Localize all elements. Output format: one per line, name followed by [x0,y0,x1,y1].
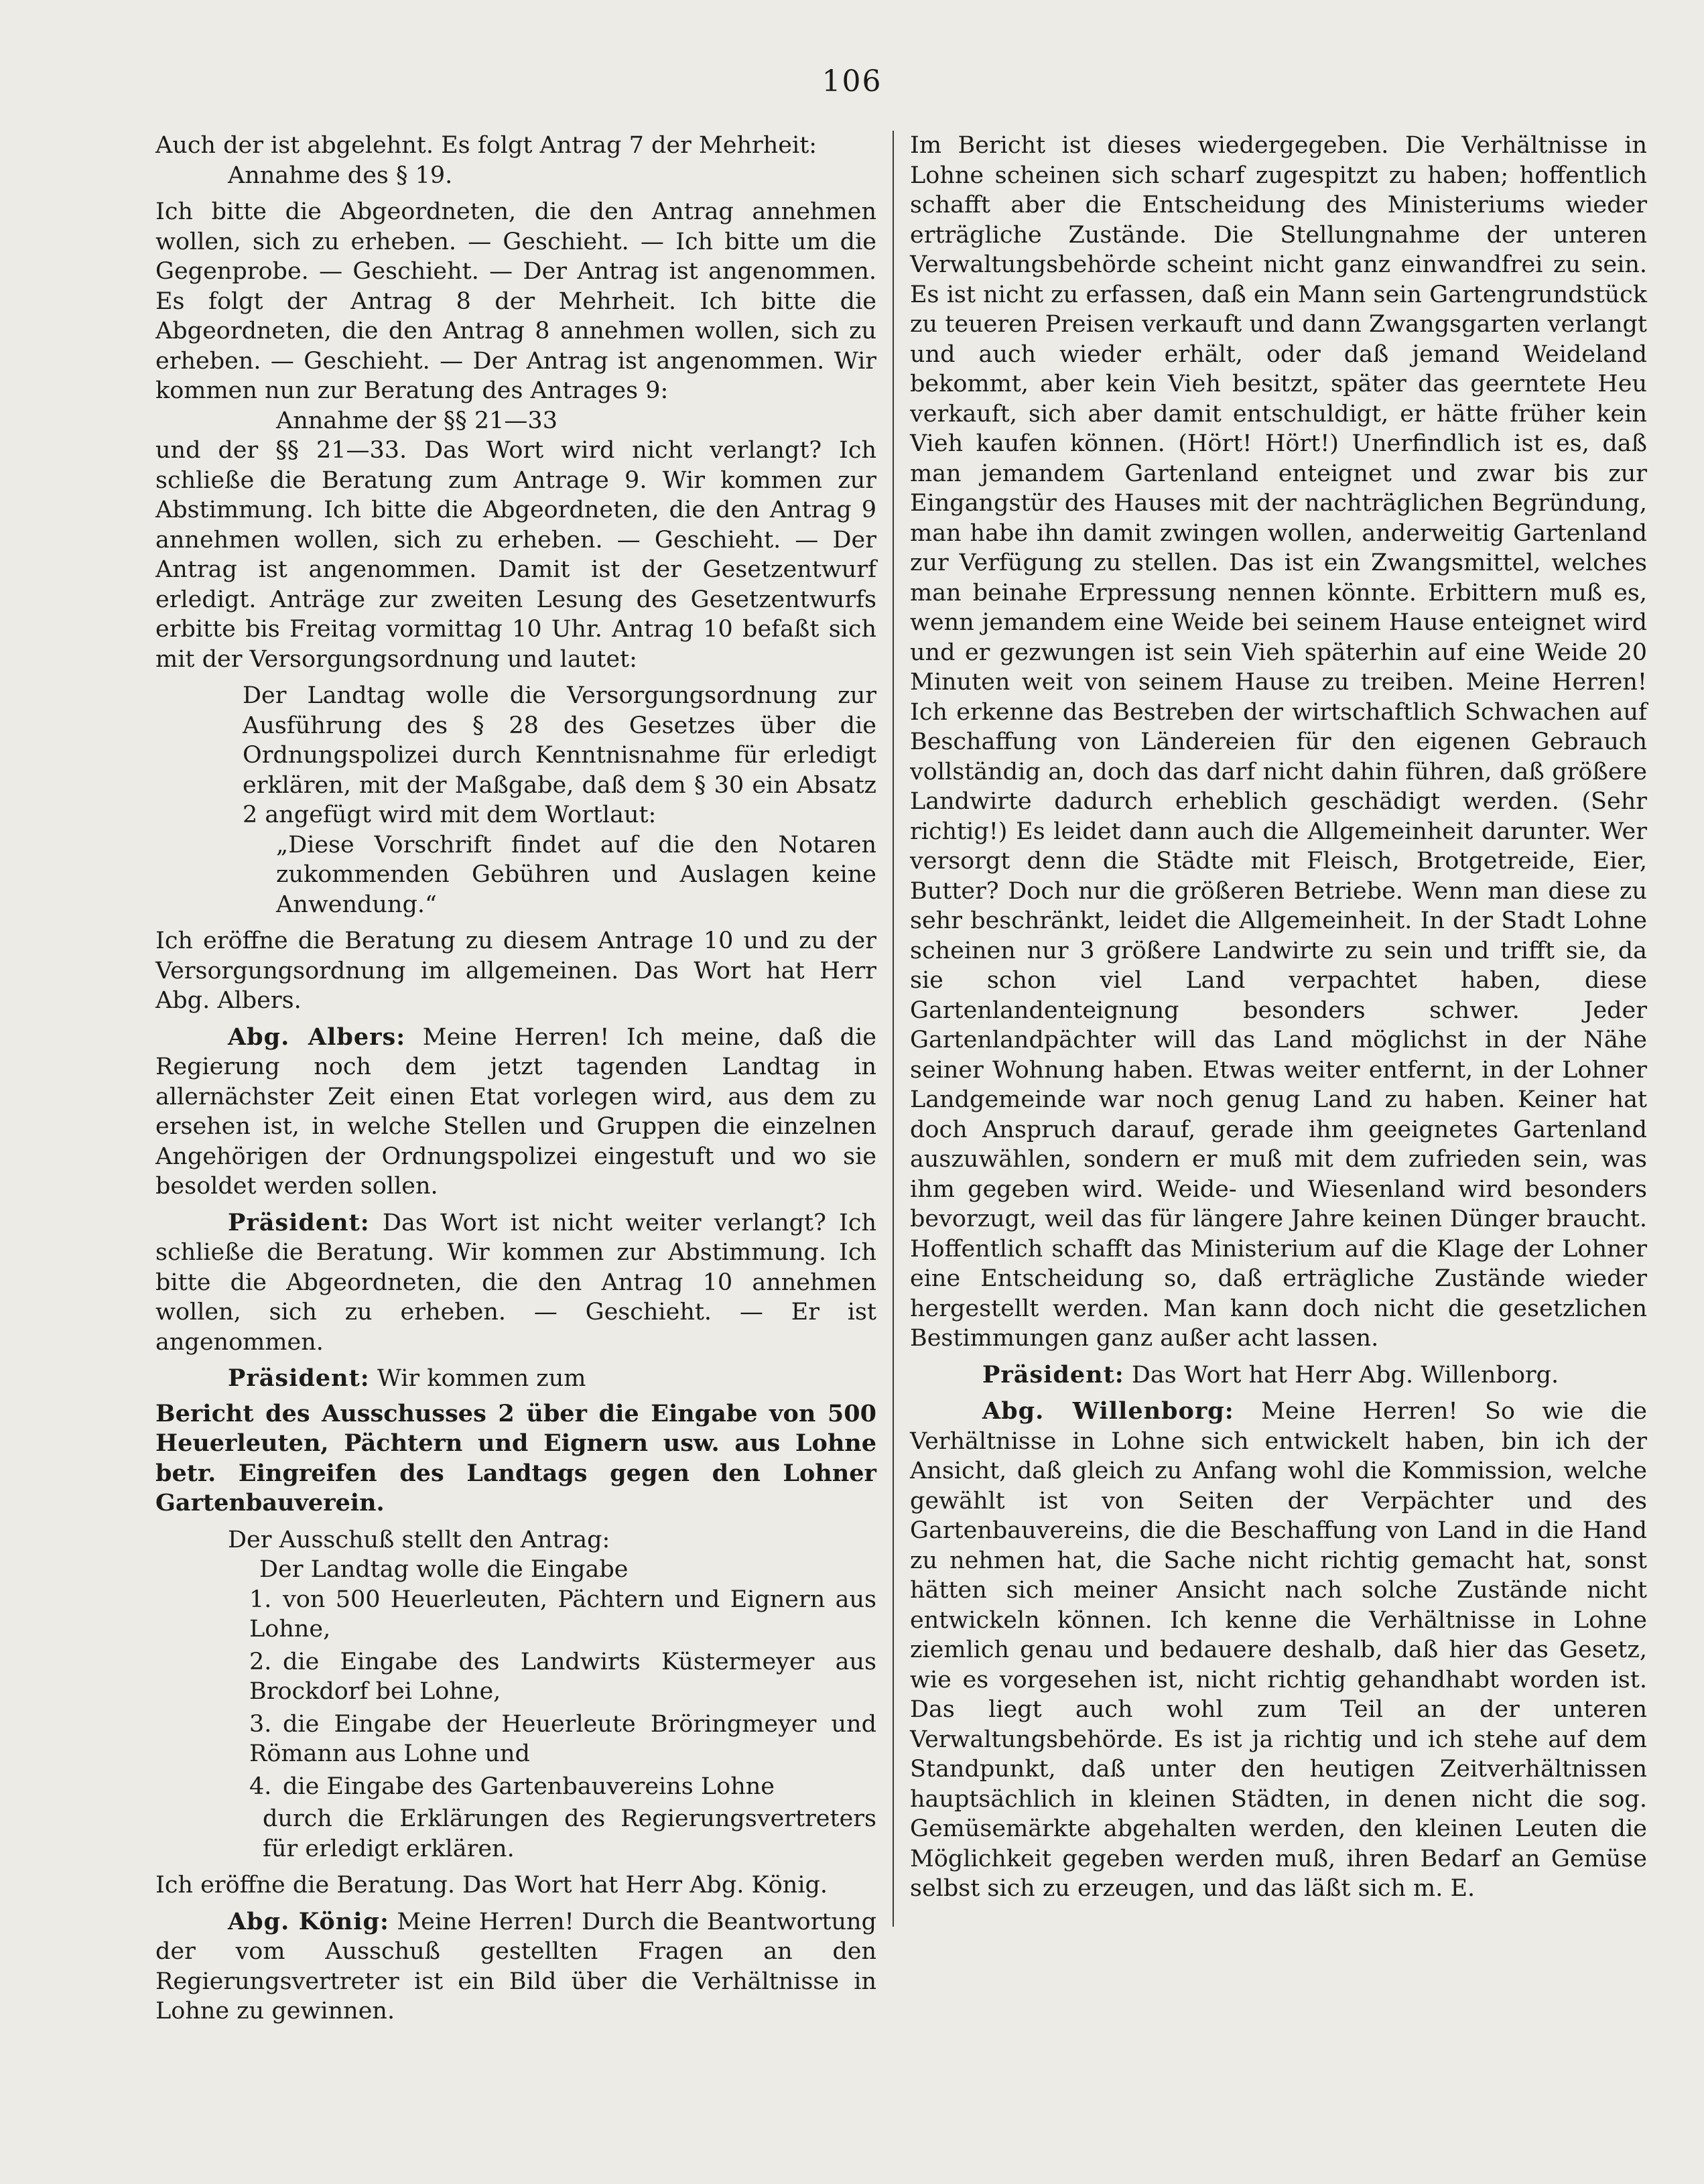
list-item: 1. von 500 Heuerleuten, Pächtern und Eignern aus Lohne, [249,1586,876,1643]
quoted-motion: Annahme der §§ 21—33 [276,407,558,434]
paragraph: Im Bericht ist dieses wiedergegeben. Die Verhältnisse in Lohne scheinen sich scharf zugespitzt zu haben; hoffentlich schafft aber die Entscheidung des Ministeriums wieder erträgliche Zustände. Die Stellungnahme der unteren Verwaltungsbehörde scheint nicht ganz einwandfrei zu sein. Es ist nicht zu erfassen, daß ein Mann sein Gartengrundstück zu teueren Preisen verkauft und dann Zwangsgarten verlangt und auch wieder erhält, oder daß jemand Weideland bekommt, aber kein Vieh besitzt, später das geerntete Heu verkauft, sich aber damit entschuldigt, er hätte früher kein Vieh kaufen können. (Hört! Hört!) Unerfindlich ist es, daß man jemandem Gartenland enteignet und zwar bis zur Eingangstür des Hauses mit der nachträglichen Begründung, man habe ihn damit zwingen wollen, anderweitig Gartenland zur Verfügung zu stellen. Das ist ein Zwangsmittel, welches man beinahe Erpressung nennen könnte. Erbittern muß es, wenn jemandem eine Weide bei seinem Hause enteignet wird und er gezwungen ist sein Vieh späterhin auf eine Weide 20 Minuten weit von seinem Hause zu treiben. Meine Herren! Ich erkenne das Bestreben der wirtschaftlich Schwachen auf Beschaffung von Ländereien für den eigenen Gebrauch vollständig an, doch das darf nicht dahin führen, daß größere Landwirte dadurch erheblich geschädigt werden. (Sehr richtig!) Es leidet dann auch die Allgemeinheit darunter. Wer versorgt denn die Städte mit Fleisch, Brotgetreide, Eier, Butter? Doch nur die größeren Betriebe. Wenn man diese zu sehr beschränkt, leidet die Allgemeinheit. In der Stadt Lohne scheinen nur 3 größere Landwirte zu sein und trifft sie, da sie schon viel Land verpachtet haben, diese Gartenlandenteignung besonders schwer. Jeder Gartenlandpächter will das Land möglichst in der Nähe seiner Wohnung haben. Etwas weiter entfernt, in der Lohner Landgemeinde war noch genug Land zu haben. Keiner hat doch Anspruch darauf, gerade ihm geeignetes Gartenland auszuwählen, sondern er muß mit dem zufrieden sein, was ihm gegeben wird. Weide- und Wiesenland wird besonders bevorzugt, weil das für längere Jahre keinen Dünger braucht. Hoffentlich schafft das Ministerium auf die Klage der Lohner eine Entscheidung so, daß erträgliche Zustände wieder hergestellt werden. Man kann doch nicht die gesetzlichen Bestimmungen ganz außer acht lassen. [910,132,1647,1352]
left-column [155,131,876,2033]
speaker-label: Präsident: [228,1208,370,1236]
motion-quote: „Diese Vorschrift findet auf die den Notaren zukommenden Gebühren und Auslagen keine Anwendung.“ [276,831,876,918]
column-divider [893,131,894,1927]
motion-text: Der Landtag wolle die Versorgungsordnung zur Ausführung des § 28 des Gesetzes über die Ordnungspolizei durch Kenntnisnahme für erledigt erklären, mit der Maßgabe, daß dem § 30 ein Absatz 2 angefügt wird mit dem Wortlaut: [243,682,876,828]
right-column [910,131,1647,1911]
speech-text: Meine Herren! So wie die Verhältnisse in Lohne sich entwickelt haben, bin ich der Ansicht, daß gleich zu Anfang wohl die Kommission, welche gewählt ist von Seiten der Verpächter und des Gartenbauvereins, die die Beschaffung von Land in die Hand zu nehmen hat, die Sache nicht richtig gemacht hat, sonst hätten sich meiner Ansicht nach solche Zustände nicht entwickeln können. Ich kenne die Verhältnisse in Lohne ziemlich genau und bedauere deshalb, daß hier das Gesetz, wie es vorgesehen ist, nicht richtig gehandhabt worden ist. Das liegt auch wohl zum Teil an der unteren Verwaltungsbehörde. Es ist ja richtig und ich stehe auf dem Standpunkt, daß unter den heutigen Zeitverhältnissen hauptsächlich in kleinen Städten, in denen nicht die sog. Gemüsemärkte abgehalten werden, den kleinen Leuten die Möglichkeit gegeben werden muß, ihren Bedarf an Gemüse selbst sich zu erzeugen, und das läßt sich m. E. [910,1398,1647,1902]
speech-text: Wir kommen zum [377,1365,586,1392]
page-number: 106 [822,64,882,99]
speech-praesident [155,1364,876,1394]
speaker-label: Präsident: [982,1360,1124,1389]
speech-text: Meine Herren! Durch die Beantwortung der vom Ausschuß gestellten Fragen an den Regierungsvertreter ist ein Bild über die Verhältnisse in Lohne zu gewinnen. [155,1908,876,2025]
speech-text: Meine Herren! Ich meine, daß die Regierung noch dem jetzt tagenden Landtag in allernächster Zeit einen Etat vorlegen wird, aus dem zu ersehen ist, in welche Stellen und Gruppen die einzelnen Angehörigen der Ordnungspolizei eingestuft und wo sie besoldet werden sollen. [155,1023,876,1200]
speech-praesident [155,1208,876,1358]
paragraph: Ich bitte die Abgeordneten, die den Antrag annehmen wollen, sich zu erheben. — Geschieht. — Ich bitte um die Gegenprobe. — Geschieht. — Der Antrag ist angenommen. Es folgt der Antrag 8 der Mehrheit. Ich bitte die Abgeordneten, die den Antrag 8 annehmen wollen, sich zu erheben. — Geschieht. — Der Antrag ist angenommen. Wir kommen nun zur Beratung des Antrages 9: [155,198,876,404]
speech-text: Das Wort hat Herr Abg. Willenborg. [1131,1361,1559,1389]
speaker-label: Präsident: [228,1364,370,1392]
speech-praesident [910,1360,1647,1391]
paragraph: und der §§ 21—33. Das Wort wird nicht verlangt? Ich schließe die Beratung zum Antrage 9. Wir kommen zur Abstimmung. Ich bitte die Abgeordneten, die den Antrag 9 annehmen wollen, sich zu erheben. — Geschieht. — Der Antrag ist angenommen. Damit ist der Gesetzentwurf erledigt. Anträge zur zweiten Lesung des Gesetzentwurfs erbitte bis Freitag vormittag 10 Uhr. Antrag 10 befaßt sich mit der Versorgungsordnung und lautet: [155,437,876,673]
paragraph: Der Landtag wolle die Eingabe [259,1556,629,1583]
speech-text: Das Wort ist nicht weiter verlangt? Ich schließe die Beratung. Wir kommen zur Abstimmung. Ich bitte die Abgeordneten, die den Antrag 10 annehmen wollen, sich zu erheben. — Geschieht. — Er ist angenommen. [155,1209,876,1356]
speaker-label: Abg. Willenborg: [982,1397,1234,1425]
paragraph: Ich eröffne die Beratung. Das Wort hat Herr Abg. König. [155,1872,828,1899]
list-item: 3. die Eingabe der Heuerleute Bröringmeyer und Römann aus Lohne und [249,1710,876,1767]
speech-koenig [155,1907,876,2027]
list-item: 4. die Eingabe des Gartenbauvereins Lohne [249,1773,775,1800]
quoted-motion: Annahme des § 19. [228,162,453,189]
paragraph: Ich eröffne die Beratung zu diesem Antrage 10 und zu der Versorgungsordnung im allgemeinen. Das Wort hat Herr Abg. Albers. [155,927,876,1014]
paragraph: Auch der ist abgelehnt. Es folgt Antrag 7 der Mehrheit: [155,132,817,159]
speech-albers [155,1023,876,1202]
speaker-label: Abg. Albers: [228,1023,406,1051]
paragraph: durch die Erklärungen des Regierungsvertreters für erledigt erklären. [263,1805,876,1862]
speaker-label: Abg. König: [228,1907,389,1935]
speech-willenborg [910,1397,1647,1904]
paragraph: Der Ausschuß stellt den Antrag: [228,1526,610,1553]
list-item: 2. die Eingabe des Landwirts Küstermeyer aus Brockdorf bei Lohne, [249,1648,876,1705]
report-heading: Bericht des Ausschusses 2 über die Eingabe von 500 Heuerleuten, Pächtern und Eignern usw. aus Lohne betr. Eingreifen des Landtags gegen den Lohner Gartenbauverein. [155,1399,876,1517]
